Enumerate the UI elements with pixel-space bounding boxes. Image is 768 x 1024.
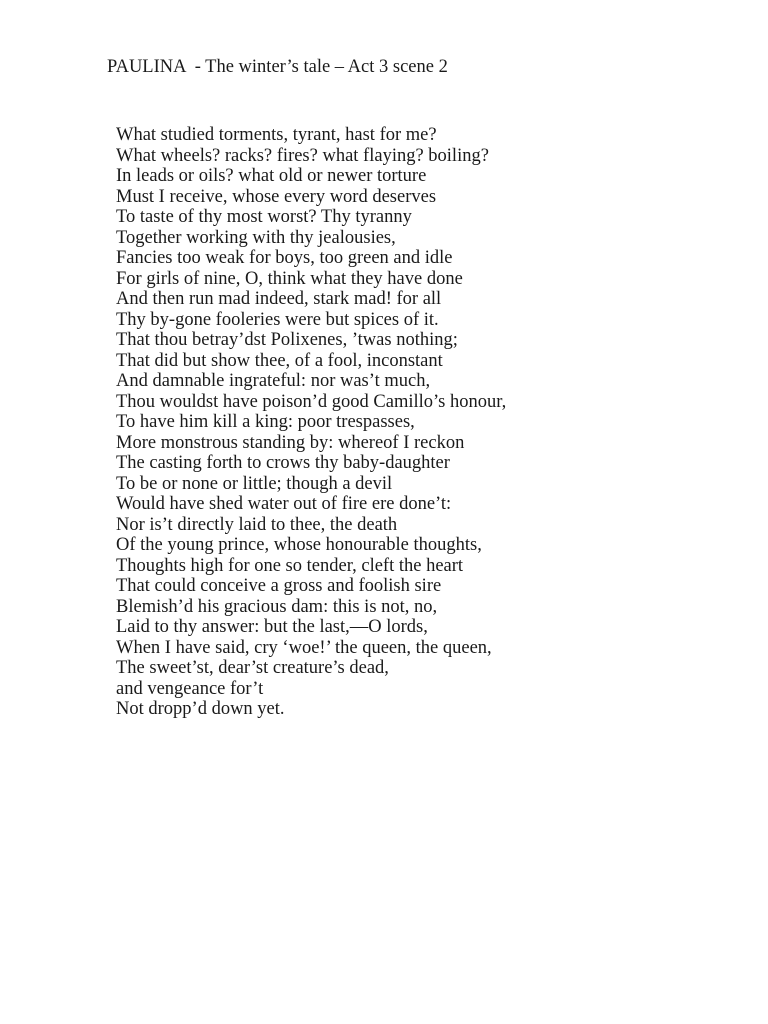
poem-line: Of the young prince, whose honourable thoughts, xyxy=(116,535,482,555)
poem-line: That could conceive a gross and foolish sire xyxy=(116,576,442,596)
poem-line: To be or none or little; though a devil xyxy=(116,473,393,494)
poem-line: Laid to thy answer: but the last,—O lords, xyxy=(116,617,428,637)
poem-line: To taste of thy most worst? Thy tyranny xyxy=(116,207,412,227)
poem-line: That thou betray’dst Polixenes, ’twas nothing; xyxy=(116,330,458,350)
poem-line: And then run mad indeed, stark mad! for all xyxy=(116,289,442,309)
poem-line: Not dropp’d down yet. xyxy=(116,699,285,719)
poem-line: and vengeance for’t xyxy=(116,678,264,699)
poem-text xyxy=(116,125,506,720)
poem-line: Thou wouldst have poison’d good Camillo’s honour, xyxy=(116,391,507,412)
poem-line: When I have said, cry ‘woe!’ the queen, the queen, xyxy=(116,637,492,658)
poem-line: What wheels? racks? fires? what flaying? boiling? xyxy=(116,145,489,166)
poem-line: The casting forth to crows thy baby-daughter xyxy=(116,453,450,473)
poem-line: More monstrous standing by: whereof I reckon xyxy=(116,432,465,453)
poem-line: Nor is’t directly laid to thee, the death xyxy=(116,514,398,535)
poem-line: Would have shed water out of fire ere done’t: xyxy=(116,494,452,514)
poem-line: In leads or oils? what old or newer torture xyxy=(116,166,427,186)
poem-line: To have him kill a king: poor trespasses, xyxy=(116,412,415,432)
poem-line: Together working with thy jealousies, xyxy=(116,227,396,248)
poem-line: Fancies too weak for boys, too green and idle xyxy=(116,248,453,268)
poem-line: For girls of nine, O, think what they have done xyxy=(116,268,463,289)
poem-line: Thy by-gone fooleries were but spices of it. xyxy=(116,309,439,330)
poem-line: And damnable ingrateful: nor was’t much, xyxy=(116,371,431,391)
poem-line: What studied torments, tyrant, hast for me? xyxy=(116,125,437,145)
poem-line: Thoughts high for one so tender, cleft the heart xyxy=(116,555,464,576)
poem-line: Blemish’d his gracious dam: this is not, no, xyxy=(116,596,438,617)
document-title: PAULINA - The winter’s tale – Act 3 scene 2 xyxy=(107,57,448,77)
poem-line: Must I receive, whose every word deserves xyxy=(116,186,437,207)
poem-line: The sweet’st, dear’st creature’s dead, xyxy=(116,658,389,678)
poem-line: That did but show thee, of a fool, inconstant xyxy=(116,350,443,371)
